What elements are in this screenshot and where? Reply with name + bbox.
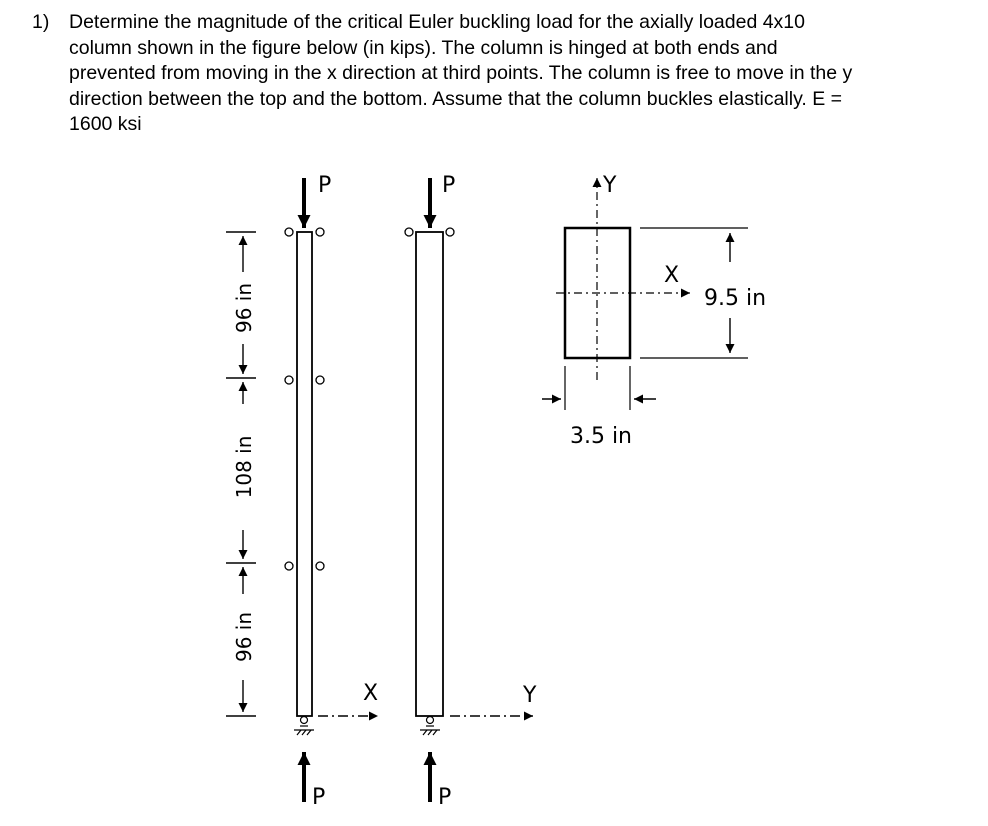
roller-icon <box>316 228 324 236</box>
roller-icon <box>446 228 454 236</box>
column-body <box>297 232 312 716</box>
pin-support-icon <box>294 717 314 736</box>
section-axis-y-label: Y <box>603 173 617 198</box>
load-label-top: P <box>442 173 456 198</box>
column-body <box>416 232 443 716</box>
dimension-top-label: 96 in <box>232 282 256 334</box>
section-depth-label: 9.5 in <box>704 286 767 311</box>
problem-line: column shown in the figure below (in kips). The column is hinged at both ends and <box>69 36 778 59</box>
dimension-middle-label: 108 in <box>232 435 256 499</box>
brace-roller-icon <box>316 562 324 570</box>
column-x-view <box>285 173 378 810</box>
problem-line: prevented from moving in the x direction at third points. The column is free to move in the y <box>69 62 853 84</box>
brace-roller-icon <box>285 376 293 384</box>
axis-x-label: X <box>363 681 379 706</box>
load-label-top: P <box>318 173 332 198</box>
problem-line: Determine the magnitude of the critical Euler buckling load for the axially loaded 4x10 <box>69 11 806 33</box>
cross-section <box>542 173 766 449</box>
column-y-view <box>405 173 537 810</box>
reaction-label-bottom: P <box>438 785 452 810</box>
problem-line: 1600 ksi <box>69 113 142 135</box>
brace-roller-icon <box>285 562 293 570</box>
dimension-bottom-label: 96 in <box>232 611 256 663</box>
pin-support-icon <box>420 717 440 736</box>
section-width-label: 3.5 in <box>569 424 633 449</box>
roller-icon <box>285 228 293 236</box>
reaction-label-bottom: P <box>312 785 326 810</box>
problem-number: 1) <box>32 11 50 33</box>
brace-roller-icon <box>316 376 324 384</box>
section-axis-x-label: X <box>664 263 680 288</box>
axis-y-label: Y <box>523 683 537 708</box>
problem-line: direction between the top and the bottom. Assume that the column buckles elastically. E = <box>69 87 843 110</box>
roller-icon <box>405 228 413 236</box>
